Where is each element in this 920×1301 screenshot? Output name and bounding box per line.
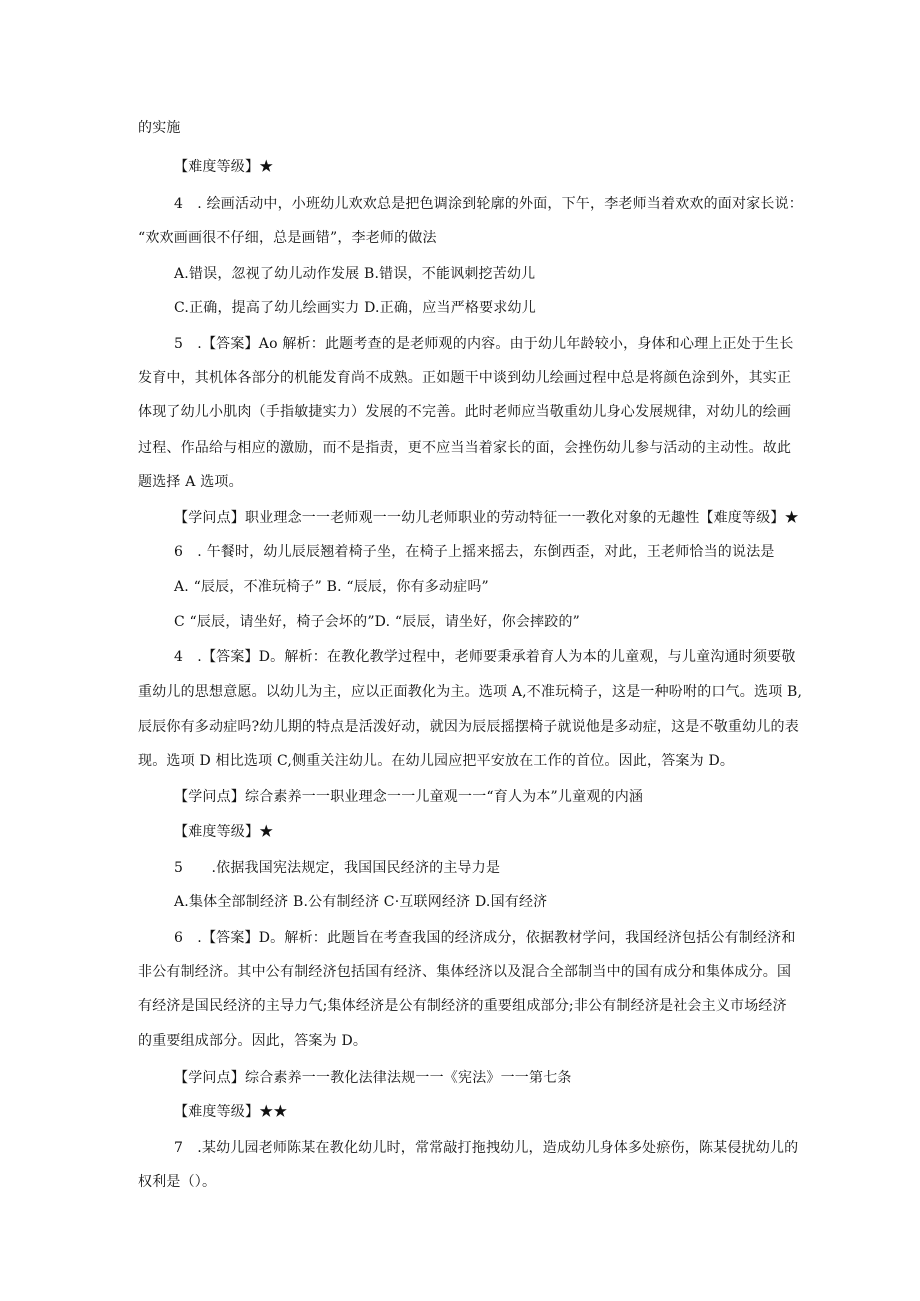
options-line: A. “辰辰，不准玩椅子” B. “辰辰，你有多动症吗” xyxy=(174,579,489,595)
knowledge-point: 【学问点】职业理念一一老师观一一幼儿老师职业的劳动特征一一教化对象的无趣性【难度等级】★ xyxy=(174,510,799,526)
text-line: 的重要组成部分。因此，答案为 D。 xyxy=(138,1033,368,1049)
options-line: C.正确，提高了幼儿绘画实力 D.正确，应当严格要求幼儿 xyxy=(174,300,536,316)
question-5: 5 .依据我国宪法规定，我国国民经济的主导力是 xyxy=(174,860,501,876)
text-line: 题选择 A 选项。 xyxy=(138,474,243,490)
text-line: 重幼儿的思想意愿。以幼儿为主，应以正面教化为主。选项 A,不准玩椅子，这是一种吩咐的口气。选项 B, xyxy=(138,684,803,700)
text-line: “欢欢画画很不仔细，总是画错”，李老师的做法 xyxy=(138,230,437,246)
knowledge-point: 【学问点】综合素养一一职业理念一一儿童观一一“育人为本”儿童观的内涵 xyxy=(174,789,644,805)
options-line: C “辰辰，请坐好，椅子会坏的”D. “辰辰，请坐好，你会摔跤的” xyxy=(174,614,581,630)
difficulty-label: 【难度等级】★★ xyxy=(174,1104,288,1120)
question-7: 7 .某幼儿园老师陈某在教化幼儿时，常常敲打拖拽幼儿，造成幼儿身体多处瘀伤，陈某侵扰幼儿的 xyxy=(174,1140,799,1156)
text-line: 体现了幼儿小肌肉（手指敏捷实力）发展的不完善。此时老师应当敬重幼儿身心发展规律，对幼儿的绘画 xyxy=(138,404,792,420)
text-line: 发育中，其机体各部分的机能发育尚不成熟。正如题干中谈到幼儿绘画过程中总是将颜色涂到外，其实正 xyxy=(138,370,792,386)
text-line: 权利是（）。 xyxy=(138,1174,217,1190)
text-line: 的实施 xyxy=(138,120,181,136)
text-line: 非公有制经济。其中公有制经济包括国有经济、集体经济以及混合全部制当中的国有成分和集体成分。国 xyxy=(138,964,792,980)
text-line: 现。选项 D 相比选项 C,侧重关注幼儿。在幼儿园应把平安放在工作的首位。因此，答案为 D。 xyxy=(138,753,735,769)
options-line: A.错误，忽视了幼儿动作发展 B.错误，不能讽刺挖苦幼儿 xyxy=(174,266,536,282)
text-line: 过程、作品给与相应的激励，而不是指责，更不应当当着家长的面，会挫伤幼儿参与活动的主动性。故此 xyxy=(138,440,792,456)
answer-4: 4 .【答案】D。解析：在教化教学过程中，老师要秉承着育人为本的儿童观，与儿童沟通时须要敬 xyxy=(174,649,796,665)
difficulty-label: 【难度等级】★ xyxy=(174,159,274,175)
difficulty-label: 【难度等级】★ xyxy=(174,824,274,840)
question-4: 4 . 绘画活动中，小班幼儿欢欢总是把色调涂到轮廓的外面，下午，李老师当着欢欢的面对家长说： xyxy=(174,196,804,212)
knowledge-point: 【学问点】综合素养一一教化法律法规一一《宪法》一一第七条 xyxy=(174,1070,572,1086)
answer-6: 6 .【答案】D。解析：此题旨在考查我国的经济成分，依据教材学问，我国经济包括公有制经济和 xyxy=(174,930,796,946)
text-line: 辰辰你有多动症吗?幼儿期的特点是活泼好动，就因为辰辰摇摆椅子就说他是多动症，这是不敬重幼儿的表 xyxy=(138,719,799,735)
question-6: 6 . 午餐时，幼儿辰辰翘着椅子坐，在椅子上摇来摇去，东倒西歪，对此，王老师恰当的说法是 xyxy=(174,544,775,560)
text-line: 有经济是国民经济的主导力气;集体经济是公有制经济的重要组成部分;非公有制经济是社会主义市场经济 xyxy=(138,998,787,1014)
answer-5: 5 .【答案】Ao 解析：此题考查的是老师观的内容。由于幼儿年龄较小，身体和心理上正处于生长 xyxy=(174,336,794,352)
options-line: A.集体全部制经济 B.公有制经济 C·互联网经济 D.国有经济 xyxy=(174,894,548,910)
